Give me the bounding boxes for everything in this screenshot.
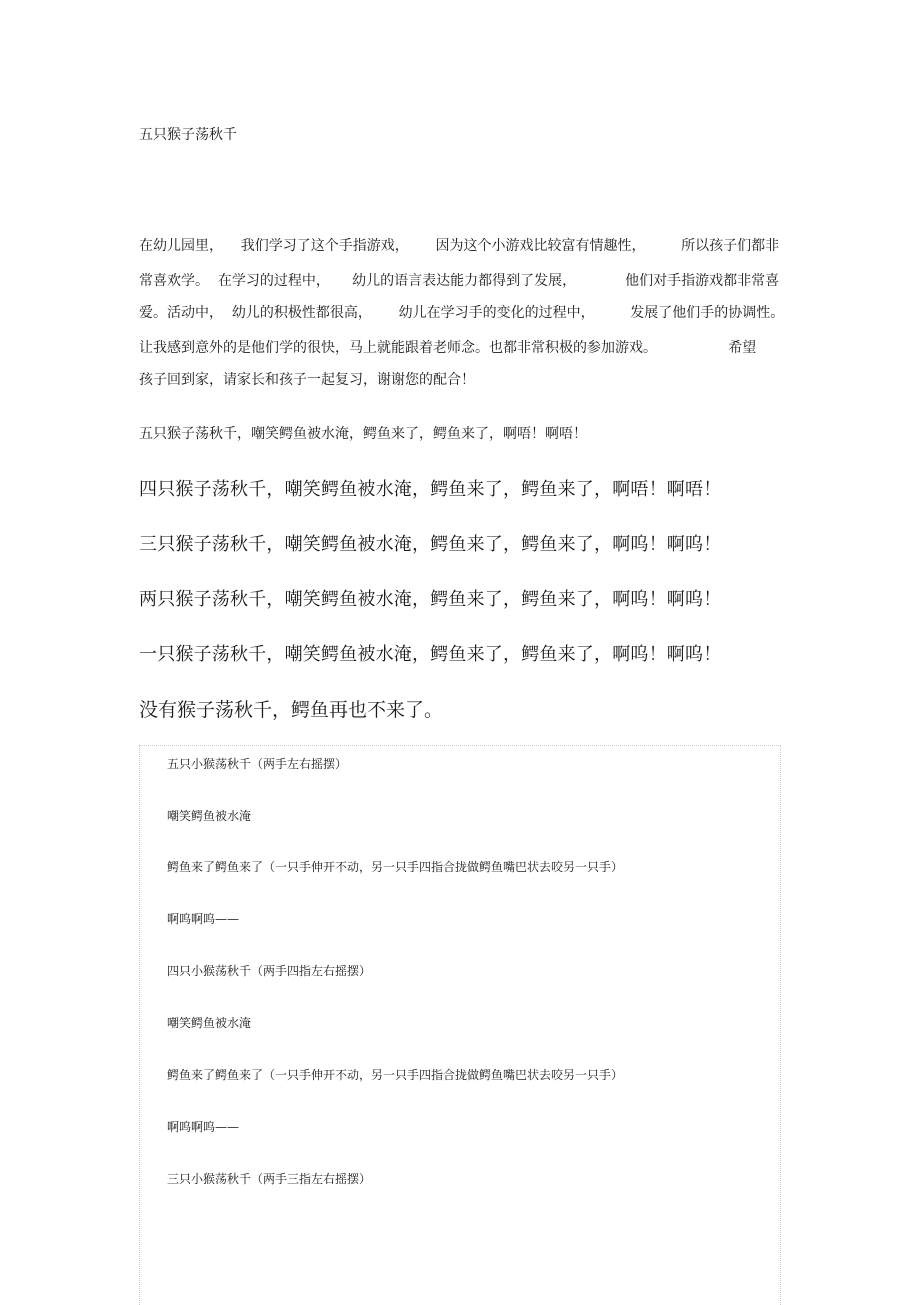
intro-line: 孩子回到家，请家长和孩子一起复习，谢谢您的配合！ [139, 372, 475, 388]
action-line: 嘲笑鳄鱼被水淹 [167, 1016, 252, 1030]
action-line: 四只小猴荡秋千（两手四指左右摇摆） [167, 964, 372, 978]
verse-line: 没有猴子荡秋千，鳄鱼再也不来了。 [139, 699, 444, 721]
verse-line: 一只猴子荡秋千，嘲笑鳄鱼被水淹，鳄鱼来了，鳄鱼来了，啊呜！啊呜！ [139, 644, 722, 665]
action-line: 啊呜啊呜—— [167, 912, 240, 926]
action-line: 五只小猴荡秋千（两手左右摇摆） [167, 757, 348, 771]
action-line: 鳄鱼来了鳄鱼来了（一只手伸开不动，另一只手四指合拢做鳄鱼嘴巴状去咬另一只手） [167, 860, 624, 874]
action-line: 三只小猴荡秋千（两手三指左右摇摆） [167, 1172, 372, 1186]
intro-line: 常喜欢学。 在学习的过程中， 幼儿的语言表达能力都得到了发展， 他们对手指游戏都非常喜 [139, 273, 780, 289]
verse-line: 五只猴子荡秋千，嘲笑鳄鱼被水淹，鳄鱼来了，鳄鱼来了，啊唔！啊唔！ [139, 426, 587, 442]
action-line: 嘲笑鳄鱼被水淹 [167, 809, 252, 823]
intro-line: 在幼儿园里， 我们学习了这个手指游戏， 因为这个小游戏比较富有情趣性， 所以孩子们都非 [139, 238, 780, 254]
verse-line: 三只猴子荡秋千，嘲笑鳄鱼被水淹，鳄鱼来了，鳄鱼来了，啊呜！啊呜！ [139, 534, 722, 555]
intro-line: 爱。活动中， 幼儿的积极性都很高， 幼儿在学习手的变化的过程中， 发展了他们手的协调性。 [139, 305, 785, 321]
actions-table [139, 745, 781, 1305]
action-line: 啊呜啊呜—— [167, 1120, 240, 1134]
page-title: 五只猴子荡秋千 [139, 127, 237, 143]
action-line: 鳄鱼来了鳄鱼来了（一只手伸开不动，另一只手四指合拢做鳄鱼嘴巴状去咬另一只手） [167, 1068, 624, 1082]
verse-line: 四只猴子荡秋千，嘲笑鳄鱼被水淹，鳄鱼来了，鳄鱼来了，啊唔！啊唔！ [139, 479, 722, 500]
intro-line: 让我感到意外的是他们学的很快，马上就能跟着老师念。也都非常积极的参加游戏。 希望 [139, 340, 757, 356]
verse-line: 两只猴子荡秋千，嘲笑鳄鱼被水淹，鳄鱼来了，鳄鱼来了，啊呜！啊呜！ [139, 589, 722, 610]
